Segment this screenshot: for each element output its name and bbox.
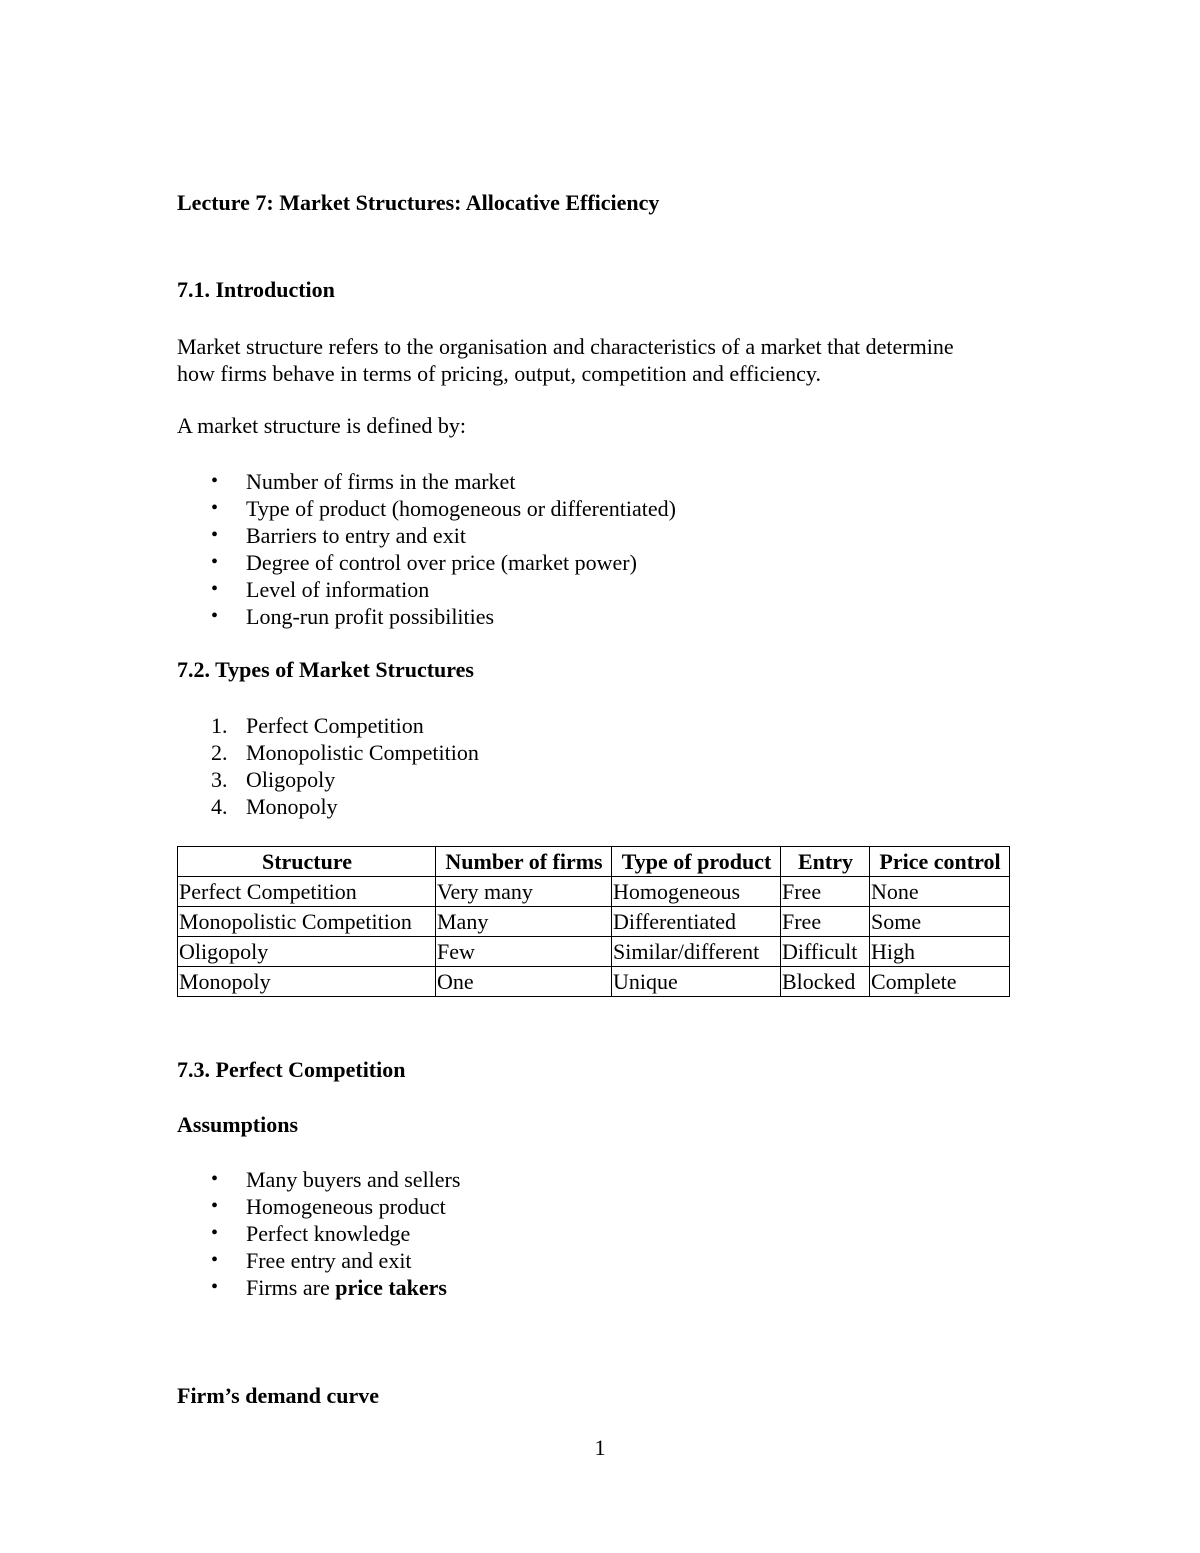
table-row (178, 907, 1010, 937)
table-cell: Few (436, 937, 612, 967)
document-page (177, 0, 1017, 1553)
list-item: • Firms are price takers (211, 1275, 447, 1300)
list-item: • Number of firms in the market (211, 469, 516, 494)
table-cell: Some (870, 907, 1010, 937)
table-cell: Similar/different (612, 937, 781, 967)
list-item: • Barriers to entry and exit (211, 523, 466, 548)
table-cell: Very many (436, 877, 612, 907)
table-cell: Unique (612, 967, 781, 997)
table-header-cell: Number of firms (436, 847, 612, 877)
list-item: • Many buyers and sellers (211, 1167, 461, 1192)
intro-paragraph-line: how firms behave in terms of pricing, output, competition and efficiency. (177, 361, 821, 386)
bullet-icon: • (211, 470, 219, 492)
document-title: Lecture 7: Market Structures: Allocative Efficiency (177, 190, 660, 215)
bullet-icon: • (211, 1222, 219, 1244)
table-cell: None (870, 877, 1010, 907)
table-row (178, 937, 1010, 967)
table-cell: Free (781, 907, 870, 937)
list-item: • Perfect knowledge (211, 1221, 411, 1246)
table-row (178, 967, 1010, 997)
list-item: • Free entry and exit (211, 1248, 412, 1273)
list-item: • Homogeneous product (211, 1194, 446, 1219)
table-cell: Perfect Competition (178, 877, 436, 907)
section-heading-types: 7.2. Types of Market Structures (177, 657, 474, 682)
intro-paragraph-line: Market structure refers to the organisation and characteristics of a market that determine (177, 334, 954, 359)
table-header-cell: Type of product (612, 847, 781, 877)
demand-curve-heading: Firm’s demand curve (177, 1383, 380, 1408)
table-cell: One (436, 967, 612, 997)
assumptions-bullet-list (177, 1166, 460, 1301)
table-header-cell: Entry (781, 847, 870, 877)
table-cell: Free (781, 877, 870, 907)
list-item: • Long-run profit possibilities (211, 604, 495, 629)
bullet-icon: • (211, 1195, 219, 1217)
table-header-cell: Price control (870, 847, 1010, 877)
table-cell: High (870, 937, 1010, 967)
section-heading-introduction: 7.1. Introduction (177, 277, 335, 302)
bullet-icon: • (211, 551, 219, 573)
bullet-icon: • (211, 578, 219, 600)
section-heading-perfect-competition: 7.3. Perfect Competition (177, 1057, 406, 1082)
bullet-icon: • (211, 1249, 219, 1271)
list-item: • Level of information (211, 577, 430, 602)
bullet-icon: • (211, 524, 219, 546)
table-header-cell: Structure (178, 847, 436, 877)
table-cell: Many (436, 907, 612, 937)
table-cell: Monopoly (178, 967, 436, 997)
bullet-icon: • (211, 497, 219, 519)
intro-paragraph (177, 333, 1017, 387)
list-item: 1. Perfect Competition (211, 713, 424, 738)
table-header-row (178, 847, 1010, 877)
table-cell: Blocked (781, 967, 870, 997)
bullet-icon: • (211, 605, 219, 627)
price-takers-emphasis: price takers (335, 1275, 447, 1300)
table-cell: Oligopoly (178, 937, 436, 967)
table-cell: Monopolistic Competition (178, 907, 436, 937)
table-cell: Complete (870, 967, 1010, 997)
table-row (178, 877, 1010, 907)
defined-by-text: A market structure is defined by: (177, 413, 466, 438)
table-cell: Homogeneous (612, 877, 781, 907)
table-cell: Difficult (781, 937, 870, 967)
list-item: • Type of product (homogeneous or differentiated) (211, 496, 676, 521)
list-item: 4. Monopoly (211, 794, 338, 819)
intro-bullet-list (177, 468, 676, 630)
list-item: • Degree of control over price (market power) (211, 550, 637, 575)
list-item: 3. Oligopoly (211, 767, 336, 792)
page-number: 1 (594, 1435, 606, 1460)
table-cell: Differentiated (612, 907, 781, 937)
assumptions-heading: Assumptions (177, 1112, 299, 1137)
bullet-icon: • (211, 1276, 219, 1298)
bullet-icon: • (211, 1168, 219, 1190)
market-structures-table (177, 846, 1010, 997)
types-numbered-list (177, 712, 479, 820)
list-item: 2. Monopolistic Competition (211, 740, 479, 765)
